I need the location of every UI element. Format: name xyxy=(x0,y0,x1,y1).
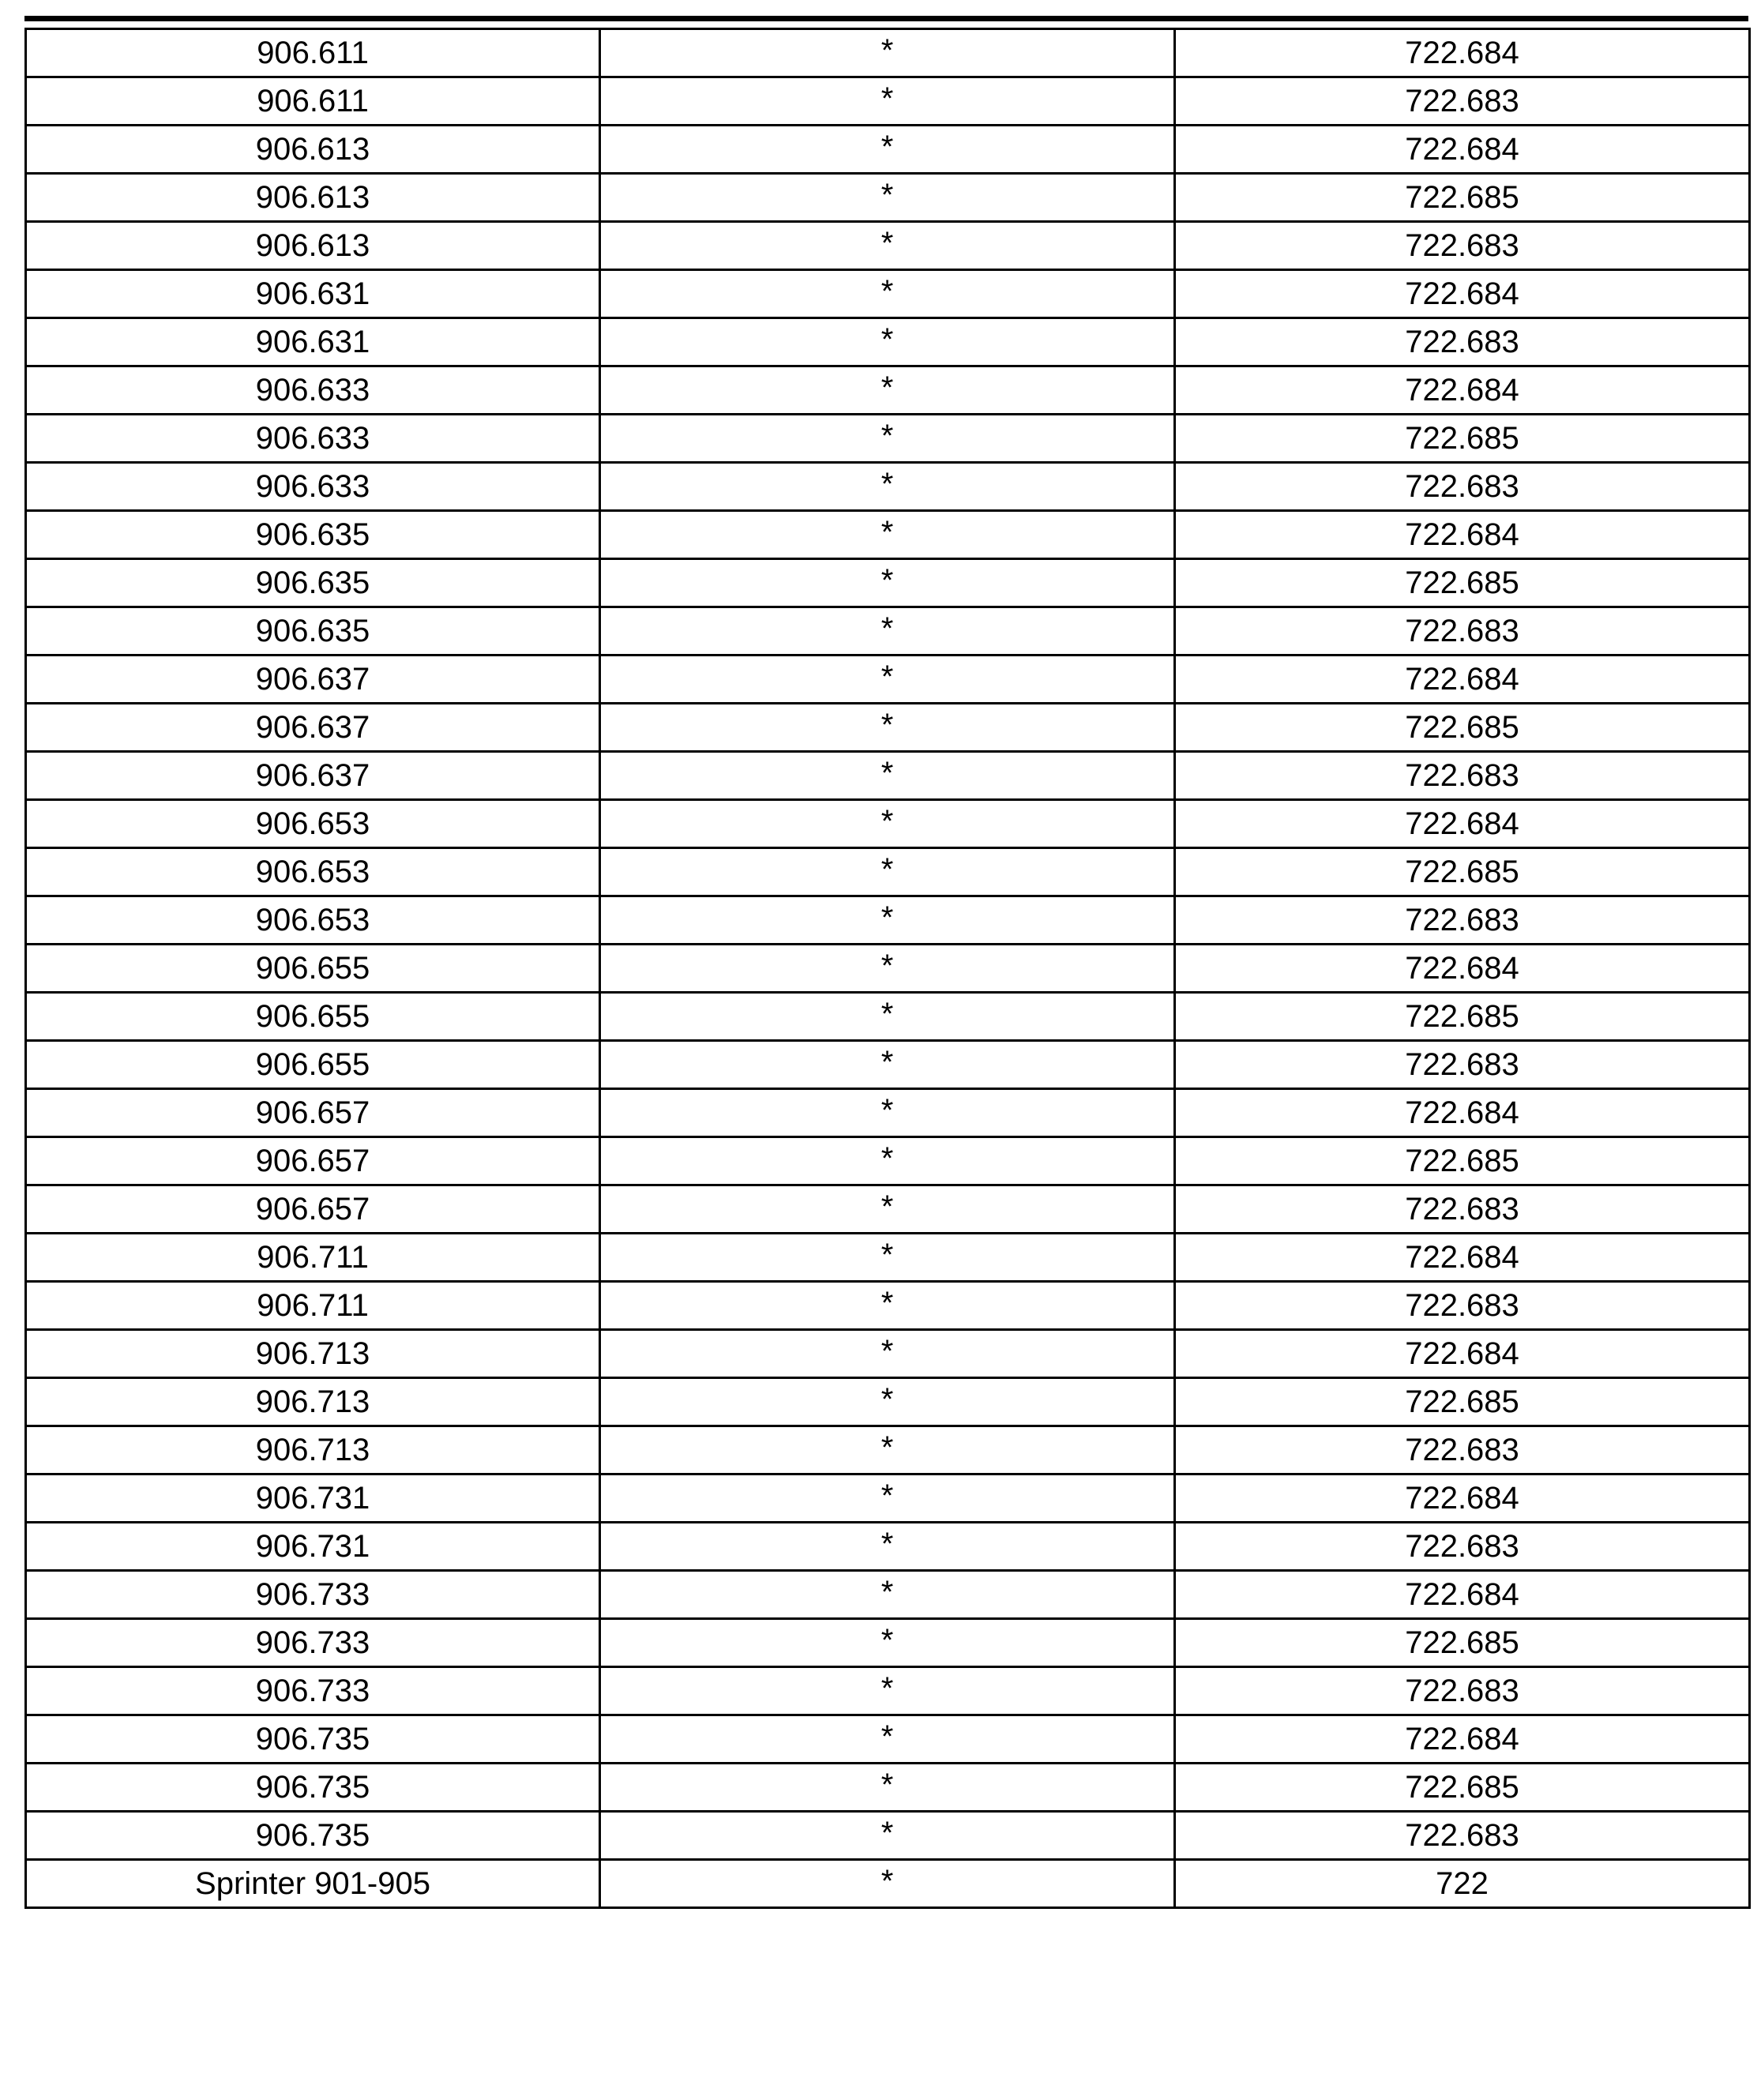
table-row xyxy=(26,1812,1750,1860)
table-row xyxy=(26,559,1750,607)
part-number-cell xyxy=(1175,77,1750,126)
table-row xyxy=(26,1764,1750,1812)
model-code-cell xyxy=(26,29,600,77)
model-code-cell xyxy=(26,1426,600,1475)
marker-cell xyxy=(600,1378,1175,1426)
model-code-cell xyxy=(26,1378,600,1426)
model-code-cell xyxy=(26,1185,600,1234)
marker-cell-text: * xyxy=(880,563,894,598)
part-number-cell xyxy=(1175,1475,1750,1523)
part-number-cell xyxy=(1175,945,1750,993)
marker-cell xyxy=(600,1089,1175,1137)
part-number-cell-text: 722.684 xyxy=(1405,1722,1519,1756)
part-number-cell-text: 722.684 xyxy=(1405,1095,1519,1130)
marker-cell xyxy=(600,1860,1175,1908)
part-number-cell xyxy=(1175,1185,1750,1234)
table-row xyxy=(26,366,1750,415)
table-row xyxy=(26,222,1750,270)
part-number-cell-text: 722.684 xyxy=(1405,1336,1519,1371)
model-code-cell xyxy=(26,993,600,1041)
model-code-cell xyxy=(26,1764,600,1812)
model-code-cell-text: 906.713 xyxy=(255,1433,370,1467)
part-number-cell-text: 722.684 xyxy=(1405,132,1519,167)
model-code-cell xyxy=(26,607,600,656)
marker-cell xyxy=(600,704,1175,752)
model-code-cell xyxy=(26,1234,600,1282)
part-number-cell-text: 722.684 xyxy=(1405,1481,1519,1516)
model-code-cell-text: 906.633 xyxy=(255,373,370,408)
marker-cell xyxy=(600,511,1175,559)
part-number-cell-text: 722.683 xyxy=(1405,1529,1519,1564)
part-number-cell xyxy=(1175,752,1750,800)
table-top-rule xyxy=(24,16,1748,21)
marker-cell-text: * xyxy=(880,81,894,116)
part-number-cell xyxy=(1175,848,1750,896)
model-code-cell-text: 906.733 xyxy=(255,1674,370,1708)
part-number-cell-text: 722.683 xyxy=(1405,758,1519,793)
marker-cell xyxy=(600,463,1175,511)
marker-cell xyxy=(600,1137,1175,1185)
model-code-cell-text: 906.635 xyxy=(255,565,370,600)
table-row xyxy=(26,463,1750,511)
marker-cell xyxy=(600,415,1175,463)
marker-cell-text: * xyxy=(880,659,894,694)
table-row xyxy=(26,77,1750,126)
model-code-cell xyxy=(26,126,600,174)
model-code-cell-text: 906.731 xyxy=(255,1481,370,1516)
part-number-cell-text: 722.684 xyxy=(1405,951,1519,986)
marker-cell-text: * xyxy=(880,1768,894,1802)
table-row xyxy=(26,800,1750,848)
part-number-cell-text: 722.685 xyxy=(1405,855,1519,889)
part-number-cell xyxy=(1175,656,1750,704)
model-code-cell xyxy=(26,174,600,222)
model-code-cell-text: 906.735 xyxy=(255,1818,370,1853)
model-code-cell-text: 906.655 xyxy=(255,951,370,986)
table-row xyxy=(26,1330,1750,1378)
part-number-cell xyxy=(1175,1860,1750,1908)
marker-cell xyxy=(600,1523,1175,1571)
marker-cell-text: * xyxy=(880,226,894,261)
marker-cell-text: * xyxy=(880,1478,894,1513)
model-code-cell xyxy=(26,752,600,800)
part-number-cell-text: 722.684 xyxy=(1405,1577,1519,1612)
marker-cell xyxy=(600,1812,1175,1860)
part-number-cell xyxy=(1175,1137,1750,1185)
model-code-cell-text: 906.657 xyxy=(255,1144,370,1178)
marker-cell-text: * xyxy=(880,1141,894,1176)
part-number-cell xyxy=(1175,29,1750,77)
model-code-cell xyxy=(26,415,600,463)
model-code-cell xyxy=(26,1475,600,1523)
model-code-cell xyxy=(26,318,600,366)
model-code-cell-text: 906.631 xyxy=(255,325,370,359)
marker-cell xyxy=(600,126,1175,174)
marker-cell xyxy=(600,366,1175,415)
marker-cell xyxy=(600,607,1175,656)
table-row xyxy=(26,1715,1750,1764)
marker-cell-text: * xyxy=(880,1671,894,1706)
model-code-cell-text: 906.653 xyxy=(255,903,370,937)
table-row xyxy=(26,1860,1750,1908)
model-code-cell-text: 906.611 xyxy=(257,84,369,118)
marker-cell-text: * xyxy=(880,322,894,357)
table-row xyxy=(26,1667,1750,1715)
model-code-cell-text: 906.613 xyxy=(255,228,370,263)
marker-cell-text: * xyxy=(880,1623,894,1658)
marker-cell xyxy=(600,1185,1175,1234)
model-code-cell xyxy=(26,559,600,607)
table-row xyxy=(26,704,1750,752)
marker-cell-text: * xyxy=(880,852,894,887)
model-code-cell-text: 906.631 xyxy=(255,276,370,311)
table-row xyxy=(26,1282,1750,1330)
model-code-cell xyxy=(26,704,600,752)
marker-cell-text: * xyxy=(880,33,894,68)
model-code-cell-text: 906.711 xyxy=(257,1288,369,1323)
part-number-cell xyxy=(1175,222,1750,270)
marker-cell xyxy=(600,222,1175,270)
marker-cell xyxy=(600,656,1175,704)
marker-cell xyxy=(600,1282,1175,1330)
part-number-cell xyxy=(1175,415,1750,463)
marker-cell xyxy=(600,1330,1175,1378)
part-number-cell-text: 722.685 xyxy=(1405,1625,1519,1660)
marker-cell xyxy=(600,1234,1175,1282)
marker-cell xyxy=(600,1571,1175,1619)
part-number-cell-text: 722.683 xyxy=(1405,469,1519,504)
marker-cell xyxy=(600,318,1175,366)
model-code-cell xyxy=(26,463,600,511)
marker-cell-text: * xyxy=(880,708,894,742)
part-number-cell-text: 722.683 xyxy=(1405,1192,1519,1227)
model-code-cell-text: 906.637 xyxy=(255,758,370,793)
marker-cell xyxy=(600,1426,1175,1475)
table-row xyxy=(26,896,1750,945)
model-code-cell-text: 906.655 xyxy=(255,1047,370,1082)
marker-cell-text: * xyxy=(880,1189,894,1224)
table-row xyxy=(26,29,1750,77)
marker-cell-text: * xyxy=(880,804,894,839)
table-row xyxy=(26,1475,1750,1523)
model-code-cell xyxy=(26,222,600,270)
part-number-cell xyxy=(1175,270,1750,318)
table-row xyxy=(26,415,1750,463)
model-code-cell-text: 906.633 xyxy=(255,469,370,504)
part-number-cell-text: 722.685 xyxy=(1405,999,1519,1034)
model-code-cell-text: 906.613 xyxy=(255,180,370,215)
marker-cell-text: * xyxy=(880,756,894,791)
table-row xyxy=(26,752,1750,800)
marker-cell xyxy=(600,1764,1175,1812)
model-code-cell xyxy=(26,270,600,318)
marker-cell xyxy=(600,1619,1175,1667)
table-row xyxy=(26,270,1750,318)
part-number-cell xyxy=(1175,174,1750,222)
marker-cell xyxy=(600,270,1175,318)
part-number-cell-text: 722.684 xyxy=(1405,517,1519,552)
model-code-cell xyxy=(26,800,600,848)
marker-cell-text: * xyxy=(880,1093,894,1128)
model-code-cell xyxy=(26,1619,600,1667)
marker-cell xyxy=(600,848,1175,896)
model-code-cell-text: 906.733 xyxy=(255,1577,370,1612)
part-number-cell xyxy=(1175,800,1750,848)
part-number-cell-text: 722.683 xyxy=(1405,1433,1519,1467)
part-number-cell xyxy=(1175,1282,1750,1330)
part-number-cell xyxy=(1175,704,1750,752)
model-code-cell xyxy=(26,1523,600,1571)
marker-cell xyxy=(600,174,1175,222)
marker-cell-text: * xyxy=(880,1045,894,1080)
part-number-cell xyxy=(1175,1764,1750,1812)
table-row xyxy=(26,848,1750,896)
part-number-cell-text: 722.683 xyxy=(1405,903,1519,937)
marker-cell xyxy=(600,77,1175,126)
model-code-cell-text: 906.653 xyxy=(255,806,370,841)
model-code-cell xyxy=(26,1860,600,1908)
part-number-cell xyxy=(1175,896,1750,945)
marker-cell-text: * xyxy=(880,997,894,1031)
part-number-cell-text: 722.684 xyxy=(1405,806,1519,841)
table-row xyxy=(26,174,1750,222)
part-number-cell-text: 722.683 xyxy=(1405,228,1519,263)
marker-cell xyxy=(600,1041,1175,1089)
part-number-cell-text: 722.684 xyxy=(1405,373,1519,408)
model-code-cell-text: 906.735 xyxy=(255,1722,370,1756)
model-code-cell xyxy=(26,1571,600,1619)
part-number-cell xyxy=(1175,559,1750,607)
model-code-cell-text: 906.711 xyxy=(257,1240,369,1275)
model-code-cell-text: 906.733 xyxy=(255,1625,370,1660)
table-body xyxy=(26,29,1750,1908)
model-code-cell-text: 906.653 xyxy=(255,855,370,889)
marker-cell xyxy=(600,945,1175,993)
part-number-cell xyxy=(1175,1426,1750,1475)
part-number-cell xyxy=(1175,1715,1750,1764)
table-row xyxy=(26,607,1750,656)
part-number-cell-text: 722.683 xyxy=(1405,84,1519,118)
part-number-cell xyxy=(1175,1571,1750,1619)
model-code-cell-text: 906.657 xyxy=(255,1095,370,1130)
part-number-cell-text: 722.685 xyxy=(1405,421,1519,456)
model-code-cell-text: 906.655 xyxy=(255,999,370,1034)
marker-cell-text: * xyxy=(880,467,894,502)
marker-cell-text: * xyxy=(880,1864,894,1899)
marker-cell-text: * xyxy=(880,1527,894,1561)
part-number-cell-text: 722.685 xyxy=(1405,1770,1519,1805)
table-row xyxy=(26,511,1750,559)
model-code-cell-text: 906.633 xyxy=(255,421,370,456)
model-code-cell xyxy=(26,1715,600,1764)
table-row xyxy=(26,1619,1750,1667)
part-number-cell xyxy=(1175,511,1750,559)
model-code-cell xyxy=(26,1089,600,1137)
marker-cell xyxy=(600,29,1175,77)
part-number-cell-text: 722.683 xyxy=(1405,614,1519,648)
model-code-cell-text: 906.637 xyxy=(255,710,370,745)
table-row xyxy=(26,1185,1750,1234)
marker-cell xyxy=(600,896,1175,945)
part-number-cell xyxy=(1175,1089,1750,1137)
model-code-cell xyxy=(26,366,600,415)
table-row xyxy=(26,656,1750,704)
part-number-cell xyxy=(1175,1523,1750,1571)
table-row xyxy=(26,1041,1750,1089)
model-code-cell xyxy=(26,848,600,896)
part-number-cell-text: 722.683 xyxy=(1405,1818,1519,1853)
table-row xyxy=(26,126,1750,174)
model-code-cell xyxy=(26,1812,600,1860)
part-number-cell-text: 722.683 xyxy=(1405,1674,1519,1708)
marker-cell xyxy=(600,1715,1175,1764)
part-number-cell xyxy=(1175,1667,1750,1715)
model-code-cell xyxy=(26,896,600,945)
part-number-cell xyxy=(1175,607,1750,656)
marker-cell-text: * xyxy=(880,900,894,935)
marker-cell-text: * xyxy=(880,1382,894,1417)
marker-cell xyxy=(600,1667,1175,1715)
table-row xyxy=(26,945,1750,993)
marker-cell-text: * xyxy=(880,370,894,405)
marker-cell-text: * xyxy=(880,1816,894,1850)
marker-cell-text: * xyxy=(880,515,894,550)
part-number-cell-text: 722.685 xyxy=(1405,565,1519,600)
model-code-cell xyxy=(26,1282,600,1330)
model-code-cell xyxy=(26,945,600,993)
model-code-cell xyxy=(26,656,600,704)
part-number-cell xyxy=(1175,1234,1750,1282)
model-code-cell-text: 906.611 xyxy=(257,36,369,70)
marker-cell-text: * xyxy=(880,1286,894,1320)
part-number-cell xyxy=(1175,1619,1750,1667)
model-code-cell-text: Sprinter 901-905 xyxy=(195,1866,430,1901)
marker-cell-text: * xyxy=(880,1430,894,1465)
part-number-cell-text: 722 xyxy=(1436,1866,1489,1901)
model-code-cell-text: 906.613 xyxy=(255,132,370,167)
part-number-cell-text: 722.683 xyxy=(1405,1288,1519,1323)
part-number-cell-text: 722.684 xyxy=(1405,276,1519,311)
table-row xyxy=(26,1378,1750,1426)
model-code-cell xyxy=(26,511,600,559)
part-number-cell-text: 722.683 xyxy=(1405,325,1519,359)
part-number-cell xyxy=(1175,463,1750,511)
part-number-cell-text: 722.685 xyxy=(1405,180,1519,215)
marker-cell xyxy=(600,752,1175,800)
part-number-cell-text: 722.685 xyxy=(1405,1384,1519,1419)
model-code-cell xyxy=(26,1330,600,1378)
data-table-container xyxy=(24,28,1748,1909)
model-code-cell xyxy=(26,1041,600,1089)
table-row xyxy=(26,1571,1750,1619)
table-row xyxy=(26,1523,1750,1571)
part-number-cell-text: 722.684 xyxy=(1405,1240,1519,1275)
part-number-cell xyxy=(1175,1812,1750,1860)
model-code-cell-text: 906.635 xyxy=(255,614,370,648)
marker-cell xyxy=(600,1475,1175,1523)
model-code-cell-text: 906.657 xyxy=(255,1192,370,1227)
table-row xyxy=(26,993,1750,1041)
table-row xyxy=(26,1426,1750,1475)
model-code-cell-text: 906.731 xyxy=(255,1529,370,1564)
part-number-cell-text: 722.685 xyxy=(1405,1144,1519,1178)
table-row xyxy=(26,1234,1750,1282)
data-table xyxy=(24,28,1751,1909)
marker-cell-text: * xyxy=(880,949,894,983)
marker-cell-text: * xyxy=(880,611,894,646)
marker-cell-text: * xyxy=(880,130,894,164)
marker-cell-text: * xyxy=(880,1238,894,1272)
model-code-cell-text: 906.637 xyxy=(255,662,370,697)
part-number-cell-text: 722.685 xyxy=(1405,710,1519,745)
marker-cell-text: * xyxy=(880,1719,894,1754)
model-code-cell-text: 906.735 xyxy=(255,1770,370,1805)
marker-cell-text: * xyxy=(880,419,894,453)
part-number-cell-text: 722.684 xyxy=(1405,36,1519,70)
table-row xyxy=(26,1089,1750,1137)
part-number-cell-text: 722.683 xyxy=(1405,1047,1519,1082)
model-code-cell xyxy=(26,1137,600,1185)
marker-cell-text: * xyxy=(880,1575,894,1610)
part-number-cell xyxy=(1175,318,1750,366)
part-number-cell xyxy=(1175,1378,1750,1426)
part-number-cell xyxy=(1175,366,1750,415)
part-number-cell xyxy=(1175,126,1750,174)
model-code-cell-text: 906.713 xyxy=(255,1336,370,1371)
table-row xyxy=(26,318,1750,366)
model-code-cell-text: 906.713 xyxy=(255,1384,370,1419)
model-code-cell xyxy=(26,77,600,126)
marker-cell-text: * xyxy=(880,274,894,309)
part-number-cell xyxy=(1175,1041,1750,1089)
table-row xyxy=(26,1137,1750,1185)
part-number-cell-text: 722.684 xyxy=(1405,662,1519,697)
marker-cell xyxy=(600,800,1175,848)
marker-cell-text: * xyxy=(880,1334,894,1369)
marker-cell xyxy=(600,559,1175,607)
marker-cell-text: * xyxy=(880,178,894,212)
part-number-cell xyxy=(1175,993,1750,1041)
part-number-cell xyxy=(1175,1330,1750,1378)
marker-cell xyxy=(600,993,1175,1041)
model-code-cell-text: 906.635 xyxy=(255,517,370,552)
model-code-cell xyxy=(26,1667,600,1715)
